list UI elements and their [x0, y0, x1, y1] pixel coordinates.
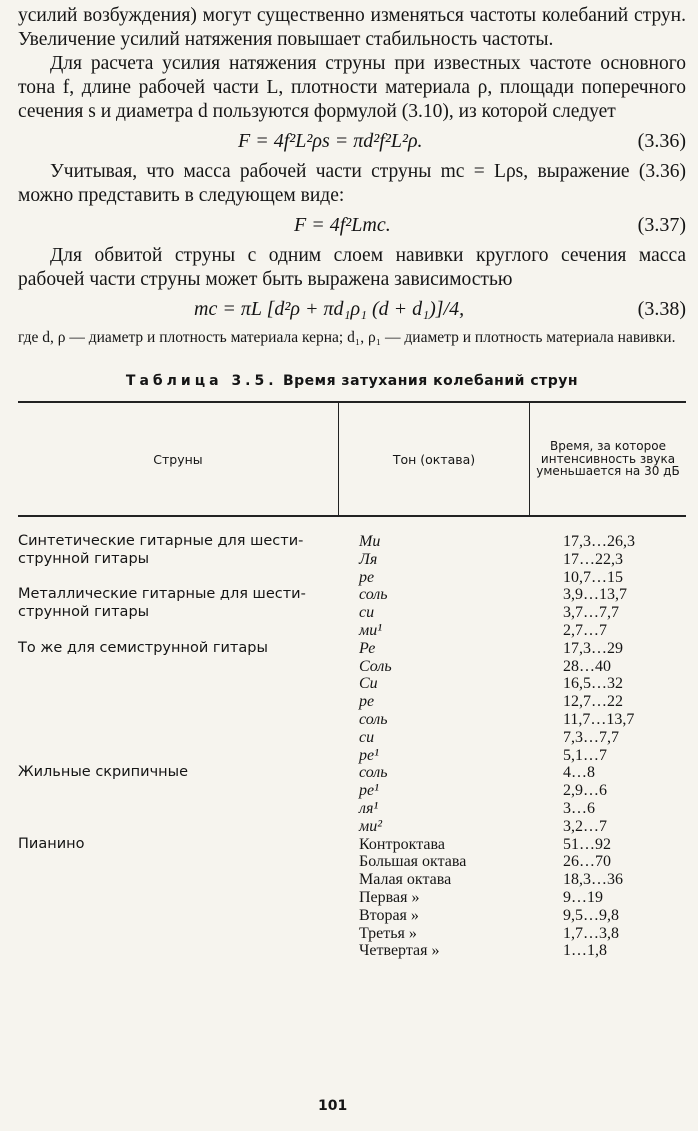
cell-time: 16,5…32: [563, 675, 623, 693]
cell-tone: Си: [359, 675, 378, 693]
table-row: [18, 836, 686, 854]
formula-number: (3.36): [637, 130, 686, 152]
cell-time: 18,3…36: [563, 871, 623, 889]
table-row: [18, 569, 686, 587]
cell-time: 1…1,8: [563, 942, 607, 960]
table-row: [18, 711, 686, 729]
cell-time: 51…92: [563, 835, 611, 853]
table-row: [18, 622, 686, 640]
cell-strings: струнной гитары: [18, 604, 150, 621]
cell-time: 3,9…13,7: [563, 586, 627, 604]
table-row: [18, 942, 686, 960]
table-row: [18, 604, 686, 622]
cell-time: 10,7…15: [563, 568, 623, 586]
cell-time: 3,2…7: [563, 817, 607, 835]
formula-3-36: [18, 124, 686, 160]
cell-time: 11,7…13,7: [563, 710, 635, 728]
cell-tone: Малая октава: [359, 871, 452, 889]
cell-time: 2,9…6: [563, 782, 607, 800]
cell-time: 17,3…26,3: [563, 533, 635, 550]
cell-time: 9,5…9,8: [563, 906, 619, 924]
cell-tone: Соль: [359, 657, 392, 675]
paragraph-4: Для обвитой струны с одним слоем навивки круглого сечения масса рабочей части струны может быть выражена зависимостью: [18, 245, 686, 290]
cell-strings: струнной гитары: [18, 550, 150, 567]
table-row: [18, 764, 686, 782]
formula-number: (3.37): [637, 214, 686, 236]
table-row: [18, 586, 686, 604]
cell-tone: Третья »: [359, 924, 417, 942]
formula-number: (3.38): [637, 298, 686, 320]
cell-tone: ре¹: [359, 782, 379, 800]
paragraph-2: Для расчета усилия натяжения струны при известных частоте основного тона f, длине рабочей части L, плотности материала ρ, площади поперечного сечения s и диаметра d пользуются формулой (3.10), из которой следует: [18, 53, 686, 122]
table-row: [18, 729, 686, 747]
cell-time: 5,1…7: [563, 746, 607, 764]
table-row: [18, 907, 686, 925]
cell-tone: Ми: [359, 533, 381, 550]
cell-tone: соль: [359, 764, 388, 782]
cell-tone: ми²: [359, 817, 383, 835]
cell-strings: Жильные скрипичные: [18, 764, 188, 781]
cell-tone: си: [359, 604, 375, 622]
formula-note: где d, ρ — диаметр и плотность материала керна; d₁, ρ₁ — диаметр и плотность материала навивки.: [18, 329, 676, 346]
cell-time: 17,3…29: [563, 639, 623, 657]
formula-3-38: [18, 292, 686, 328]
cell-time: 3,7…7,7: [563, 604, 619, 622]
table-row: [18, 818, 686, 836]
cell-tone: Первая »: [359, 888, 420, 906]
cell-tone: си: [359, 728, 375, 746]
cell-time: 3…6: [563, 799, 595, 817]
cell-tone: ре¹: [359, 746, 379, 764]
formula-expression: mс = πL [d²ρ + πd₁ρ₁ (d + d₁)]/4,: [194, 298, 465, 320]
cell-tone: ре: [359, 693, 375, 711]
table-row: [18, 853, 686, 871]
table-row: [18, 640, 686, 658]
cell-time: 12,7…22: [563, 693, 623, 711]
column-header-time: Время, за которое интенсивность звука уменьшается на 30 дБ: [530, 402, 687, 516]
paragraph-1: усилий возбуждения) могут существенно изменяться частоты колебаний струн. Увеличение усилий натяжения повышает стабильность частоты.: [18, 5, 686, 50]
cell-tone: Большая октава: [359, 853, 467, 871]
table-row: [18, 925, 686, 943]
cell-tone: Ре: [359, 639, 376, 657]
table-row: [18, 675, 686, 693]
table-caption: [18, 373, 686, 389]
cell-time: 1,7…3,8: [563, 924, 619, 942]
formula-expression: F = 4f²L²ρs = πd²f²L²ρ.: [238, 130, 423, 152]
formula-expression: F = 4f²Lmс.: [294, 214, 391, 236]
column-header-tone: Тон (октава): [339, 402, 530, 516]
formula-3-37: [18, 208, 686, 244]
cell-tone: соль: [359, 710, 388, 728]
cell-time: 17…22,3: [563, 550, 623, 568]
table-row: [18, 871, 686, 889]
cell-time: 28…40: [563, 657, 611, 675]
cell-tone: Контроктава: [359, 835, 445, 853]
cell-strings: Металлические гитарные для шести-: [18, 586, 306, 603]
table-body: [18, 533, 686, 960]
table-title: Время затухания колебаний струн: [282, 373, 579, 389]
cell-tone: Ля: [359, 550, 378, 568]
cell-time: 4…8: [563, 764, 595, 782]
cell-tone: Четвертая »: [359, 942, 440, 960]
cell-time: 26…70: [563, 853, 611, 871]
cell-tone: соль: [359, 586, 388, 604]
column-header-strings: Струны: [18, 402, 339, 516]
page-number: 101: [318, 1098, 348, 1114]
table-row: [18, 782, 686, 800]
page: [18, 4, 686, 960]
cell-time: 7,3…7,7: [563, 728, 619, 746]
table-row: [18, 693, 686, 711]
cell-strings: Пианино: [18, 835, 85, 852]
cell-tone: ля¹: [359, 799, 379, 817]
table-row: [18, 800, 686, 818]
cell-tone: Вторая »: [359, 906, 419, 924]
table-row: [18, 551, 686, 569]
cell-strings: То же для семиструнной гитары: [18, 639, 268, 656]
table-row: [18, 747, 686, 765]
table-row: [18, 658, 686, 676]
cell-time: 2,7…7: [563, 621, 607, 639]
table-row: [18, 533, 686, 551]
table-header: [18, 401, 686, 517]
table-row: [18, 889, 686, 907]
cell-tone: ми¹: [359, 621, 383, 639]
paragraph-3: Учитывая, что масса рабочей части струны mс = Lρs, выражение (3.36) можно представить в следующем виде:: [18, 161, 686, 206]
cell-strings: Синтетические гитарные для шести-: [18, 533, 304, 549]
table-label: Таблица 3.5.: [125, 373, 278, 389]
cell-tone: ре: [359, 568, 375, 586]
cell-time: 9…19: [563, 888, 603, 906]
